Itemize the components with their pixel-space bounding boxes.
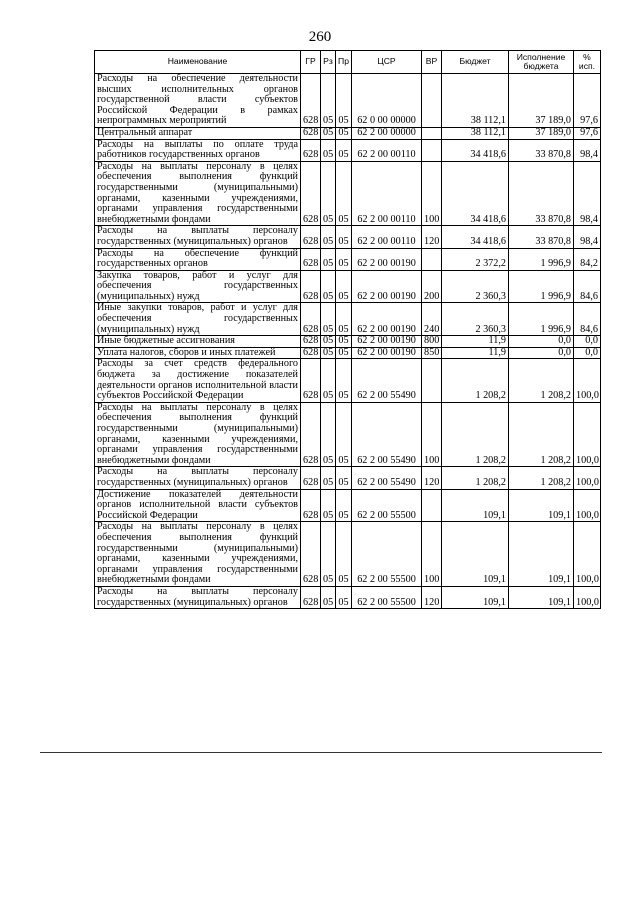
cell-pr: 05 <box>336 347 352 359</box>
cell-csr: 62 2 00 55500 <box>352 489 422 522</box>
cell-budget: 34 418,6 <box>442 139 509 161</box>
cell-csr: 62 2 00 00190 <box>352 336 422 348</box>
table-row <box>95 139 601 161</box>
cell-execution: 1 208,2 <box>509 359 574 402</box>
table-row <box>95 74 601 128</box>
cell-vr <box>422 359 442 402</box>
cell-budget: 2 372,2 <box>442 248 509 270</box>
cell-pr: 05 <box>336 467 352 489</box>
cell-execution: 37 189,0 <box>509 127 574 139</box>
cell-csr: 62 2 00 00190 <box>352 347 422 359</box>
cell-execution: 1 208,2 <box>509 467 574 489</box>
cell-rz: 05 <box>321 402 336 467</box>
cell-pr: 05 <box>336 359 352 402</box>
cell-percent: 0,0 <box>574 336 601 348</box>
cell-name: Расходы на обеспечение функций государственных органов <box>95 248 301 270</box>
cell-name: Расходы на выплаты персоналу в целях обеспечения выполнения функций государственными (муниципальными) органами, казенными учреждениями, органами управления государственными внебюджетными фондами <box>95 161 301 226</box>
cell-execution: 33 870,8 <box>509 161 574 226</box>
cell-name: Расходы на выплаты по оплате труда работников государственных органов <box>95 139 301 161</box>
cell-budget: 109,1 <box>442 586 509 608</box>
cell-vr: 240 <box>422 303 442 336</box>
cell-name: Иные закупки товаров, работ и услуг для обеспечения государственных (муниципальных) нужд <box>95 303 301 336</box>
cell-rz: 05 <box>321 127 336 139</box>
cell-vr <box>422 489 442 522</box>
cell-rz: 05 <box>321 522 336 587</box>
table-row <box>95 127 601 139</box>
cell-vr: 100 <box>422 161 442 226</box>
cell-gr: 628 <box>301 161 321 226</box>
table-row <box>95 467 601 489</box>
cell-gr: 628 <box>301 226 321 248</box>
cell-gr: 628 <box>301 467 321 489</box>
cell-budget: 1 208,2 <box>442 467 509 489</box>
table-row <box>95 489 601 522</box>
cell-name: Расходы на выплаты персоналу в целях обеспечения выполнения функций государственными (муниципальными) органами, казенными учреждениями, органами управления государственными внебюджетными фондами <box>95 402 301 467</box>
table-row <box>95 347 601 359</box>
cell-csr: 62 2 00 00190 <box>352 270 422 303</box>
cell-budget: 1 208,2 <box>442 402 509 467</box>
cell-gr: 628 <box>301 303 321 336</box>
cell-pr: 05 <box>336 226 352 248</box>
table-body <box>95 74 601 609</box>
cell-pr: 05 <box>336 489 352 522</box>
cell-name: Центральный аппарат <box>95 127 301 139</box>
cell-gr: 628 <box>301 586 321 608</box>
cell-pr: 05 <box>336 127 352 139</box>
cell-vr: 200 <box>422 270 442 303</box>
cell-csr: 62 2 00 55500 <box>352 522 422 587</box>
cell-percent: 100,0 <box>574 467 601 489</box>
cell-execution: 0,0 <box>509 347 574 359</box>
cell-execution: 33 870,8 <box>509 226 574 248</box>
cell-percent: 84,2 <box>574 248 601 270</box>
cell-pr: 05 <box>336 522 352 587</box>
cell-percent: 100,0 <box>574 522 601 587</box>
cell-execution: 1 996,9 <box>509 248 574 270</box>
budget-table <box>94 50 601 609</box>
cell-execution: 109,1 <box>509 489 574 522</box>
cell-vr: 850 <box>422 347 442 359</box>
cell-percent: 98,4 <box>574 139 601 161</box>
table-row <box>95 586 601 608</box>
cell-budget: 2 360,3 <box>442 270 509 303</box>
cell-pr: 05 <box>336 586 352 608</box>
cell-rz: 05 <box>321 586 336 608</box>
cell-csr: 62 2 00 00110 <box>352 139 422 161</box>
cell-csr: 62 2 00 55500 <box>352 586 422 608</box>
cell-percent: 97,6 <box>574 127 601 139</box>
cell-pr: 05 <box>336 336 352 348</box>
cell-budget: 38 112,1 <box>442 127 509 139</box>
table-row <box>95 161 601 226</box>
cell-execution: 1 996,9 <box>509 270 574 303</box>
cell-csr: 62 2 00 00000 <box>352 127 422 139</box>
cell-pr: 05 <box>336 74 352 128</box>
cell-gr: 628 <box>301 489 321 522</box>
cell-csr: 62 2 00 00190 <box>352 248 422 270</box>
cell-name: Расходы на выплаты персоналу государственных (муниципальных) органов <box>95 226 301 248</box>
cell-rz: 05 <box>321 270 336 303</box>
cell-pr: 05 <box>336 303 352 336</box>
cell-budget: 11,9 <box>442 347 509 359</box>
cell-name: Уплата налогов, сборов и иных платежей <box>95 347 301 359</box>
cell-name: Достижение показателей деятельности органов исполнительной власти субъектов Российской Федерации <box>95 489 301 522</box>
cell-execution: 1 996,9 <box>509 303 574 336</box>
cell-gr: 628 <box>301 402 321 467</box>
cell-gr: 628 <box>301 74 321 128</box>
header-csr: ЦСР <box>352 51 422 74</box>
cell-percent: 84,6 <box>574 303 601 336</box>
cell-rz: 05 <box>321 139 336 161</box>
header-percent: % исп. <box>574 51 601 74</box>
cell-gr: 628 <box>301 359 321 402</box>
cell-pr: 05 <box>336 270 352 303</box>
cell-name: Иные бюджетные ассигнования <box>95 336 301 348</box>
header-gr: ГР <box>301 51 321 74</box>
cell-budget: 109,1 <box>442 522 509 587</box>
cell-gr: 628 <box>301 139 321 161</box>
cell-budget: 109,1 <box>442 489 509 522</box>
table-row <box>95 226 601 248</box>
cell-rz: 05 <box>321 489 336 522</box>
cell-name: Расходы на выплаты персоналу государственных (муниципальных) органов <box>95 586 301 608</box>
cell-vr <box>422 139 442 161</box>
cell-rz: 05 <box>321 467 336 489</box>
cell-name: Расходы на обеспечение деятельности высших исполнительных органов государственной власти субъектов Российской Федерации в рамках непрограммных мероприятий <box>95 74 301 128</box>
cell-rz: 05 <box>321 303 336 336</box>
cell-csr: 62 2 00 55490 <box>352 359 422 402</box>
cell-rz: 05 <box>321 359 336 402</box>
cell-rz: 05 <box>321 336 336 348</box>
cell-budget: 11,9 <box>442 336 509 348</box>
cell-name: Расходы на выплаты персоналу в целях обеспечения выполнения функций государственными (муниципальными) органами, казенными учреждениями, органами управления государственными внебюджетными фондами <box>95 522 301 587</box>
cell-rz: 05 <box>321 347 336 359</box>
table-row <box>95 248 601 270</box>
cell-vr: 800 <box>422 336 442 348</box>
cell-vr <box>422 248 442 270</box>
table-header-row <box>95 51 601 74</box>
table-row <box>95 336 601 348</box>
cell-vr <box>422 74 442 128</box>
cell-percent: 98,4 <box>574 161 601 226</box>
header-rz: Рз <box>321 51 336 74</box>
cell-csr: 62 2 00 00190 <box>352 303 422 336</box>
table-row <box>95 270 601 303</box>
cell-csr: 62 2 00 00110 <box>352 226 422 248</box>
cell-gr: 628 <box>301 127 321 139</box>
cell-budget: 34 418,6 <box>442 226 509 248</box>
cell-execution: 0,0 <box>509 336 574 348</box>
cell-percent: 0,0 <box>574 347 601 359</box>
cell-vr: 100 <box>422 402 442 467</box>
cell-vr: 100 <box>422 522 442 587</box>
cell-gr: 628 <box>301 347 321 359</box>
cell-budget: 38 112,1 <box>442 74 509 128</box>
header-execution: Исполнение бюджета <box>509 51 574 74</box>
cell-percent: 84,6 <box>574 270 601 303</box>
cell-gr: 628 <box>301 248 321 270</box>
cell-budget: 1 208,2 <box>442 359 509 402</box>
cell-execution: 1 208,2 <box>509 402 574 467</box>
header-budget: Бюджет <box>442 51 509 74</box>
table-row <box>95 359 601 402</box>
cell-pr: 05 <box>336 402 352 467</box>
cell-percent: 98,4 <box>574 226 601 248</box>
cell-budget: 34 418,6 <box>442 161 509 226</box>
header-vr: ВР <box>422 51 442 74</box>
cell-vr: 120 <box>422 586 442 608</box>
cell-pr: 05 <box>336 139 352 161</box>
cell-name: Закупка товаров, работ и услуг для обеспечения государственных (муниципальных) нужд <box>95 270 301 303</box>
cell-csr: 62 0 00 00000 <box>352 74 422 128</box>
cell-rz: 05 <box>321 74 336 128</box>
table-row <box>95 303 601 336</box>
cell-csr: 62 2 00 00110 <box>352 161 422 226</box>
cell-csr: 62 2 00 55490 <box>352 402 422 467</box>
header-pr: Пр <box>336 51 352 74</box>
table-row <box>95 522 601 587</box>
cell-rz: 05 <box>321 226 336 248</box>
page-number: 260 <box>308 29 332 45</box>
cell-gr: 628 <box>301 336 321 348</box>
cell-vr: 120 <box>422 226 442 248</box>
cell-rz: 05 <box>321 248 336 270</box>
cell-execution: 37 189,0 <box>509 74 574 128</box>
cell-gr: 628 <box>301 522 321 587</box>
cell-percent: 100,0 <box>574 359 601 402</box>
header-name: Наименование <box>95 51 301 74</box>
cell-vr: 120 <box>422 467 442 489</box>
cell-rz: 05 <box>321 161 336 226</box>
cell-pr: 05 <box>336 161 352 226</box>
cell-execution: 109,1 <box>509 522 574 587</box>
cell-csr: 62 2 00 55490 <box>352 467 422 489</box>
cell-percent: 100,0 <box>574 489 601 522</box>
cell-name: Расходы на выплаты персоналу государственных (муниципальных) органов <box>95 467 301 489</box>
cell-percent: 100,0 <box>574 586 601 608</box>
table-row <box>95 402 601 467</box>
cell-pr: 05 <box>336 248 352 270</box>
cell-name: Расходы за счет средств федерального бюджета за достижение показателей деятельности органов исполнительной власти субъектов Российской Федерации <box>95 359 301 402</box>
cell-budget: 2 360,3 <box>442 303 509 336</box>
bottom-rule <box>40 752 602 753</box>
cell-vr <box>422 127 442 139</box>
cell-percent: 100,0 <box>574 402 601 467</box>
cell-execution: 109,1 <box>509 586 574 608</box>
cell-gr: 628 <box>301 270 321 303</box>
cell-percent: 97,6 <box>574 74 601 128</box>
cell-execution: 33 870,8 <box>509 139 574 161</box>
